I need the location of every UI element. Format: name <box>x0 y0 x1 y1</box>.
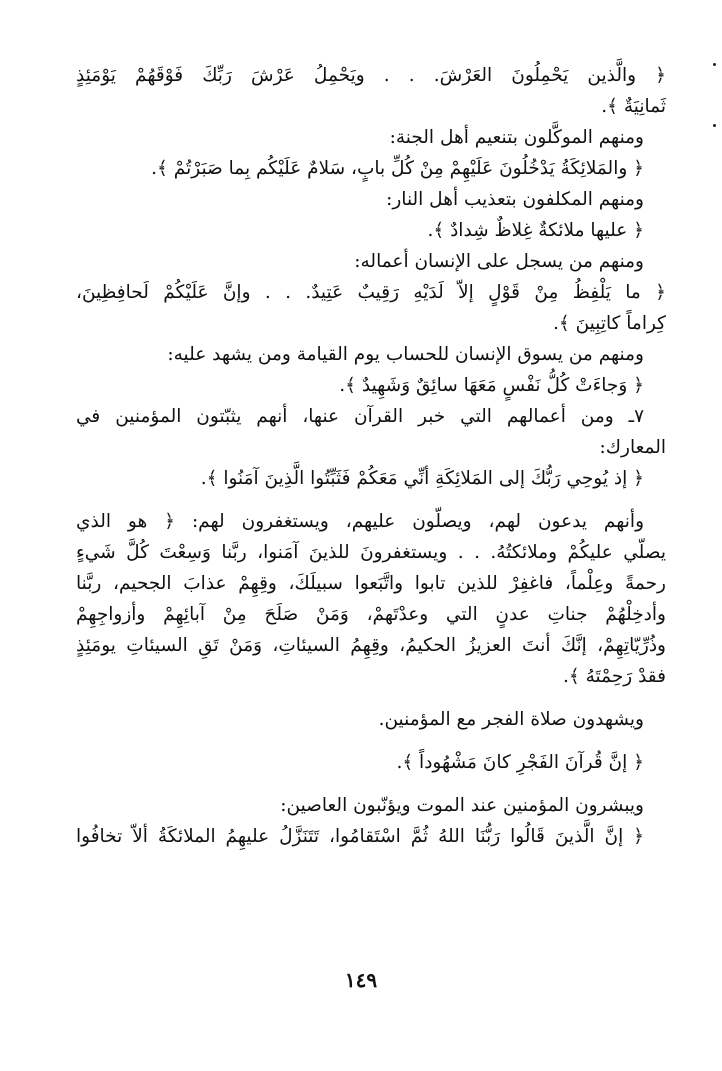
quran-verse-line: ﴿ والَّذين يَحْمِلُونَ العَرْشَ. . . ويَحْمِلُ عَرْشَ رَبِّكَ فَوْقَهُمْ يَوْمَئِذٍ <box>76 65 666 86</box>
paragraph-line: ٧ـ ومن أعمالهم التي خبر القرآن عنها، أنهم يثبّتون المؤمنين في <box>76 406 644 427</box>
paragraph-line: ويشهدون صلاة الفجر مع المؤمنين. <box>378 709 644 730</box>
quran-verse-line: ﴿ وَجاءَتْ كُلُّ نَفْسٍ مَعَهَا سائِقٌ وَشَهِيدٌ ﴾. <box>339 375 644 396</box>
paragraph-line: رحمةً وعِلْماً، فاغفِرْ للذين تابوا واتَّبَعوا سبيلَكَ، وقِهِمْ عذابَ الجحيم، ربَّنا <box>76 573 666 594</box>
paragraph-line: ومنهم من يسوق الإنسان للحساب يوم القيامة ومن يشهد عليه: <box>167 344 644 365</box>
quran-verse-line: ثَمانِيَةٌ ﴾. <box>601 96 666 117</box>
margin-mark <box>713 124 716 127</box>
quran-verse-line: ﴿ عليها ملائكةٌ غِلاظٌ شِدادٌ ﴾. <box>427 220 644 241</box>
paragraph-line: ويبشرون المؤمنين عند الموت ويؤنّبون العاصين: <box>280 795 644 816</box>
margin-mark <box>713 63 716 66</box>
quran-verse-line: ﴿ والمَلائِكَةُ يَدْخُلُونَ عَلَيْهِمْ مِنْ كُلِّ بابٍ، سَلامٌ عَلَيْكُم بِما صَبَرْتُمْ ﴾. <box>151 158 644 179</box>
quran-verse-line: ﴿ إنَّ قُرآنَ الفَجْرِ كانَ مَشْهُوداً ﴾. <box>396 752 644 773</box>
page-number: ١٤٩ <box>344 968 378 992</box>
quran-verse-line: ﴿ إذ يُوحِي رَبُّكَ إلى المَلائِكَةِ أنِّي مَعَكُمْ فَثَبِّتُوا الَّذِينَ آمَنُوا ﴾. <box>200 468 644 489</box>
paragraph-line: وذُرِّيّاتِهِمْ، إنَّكَ أنتَ العزيزُ الحكيمُ، وقِهِمُ السيئاتِ، وَمَنْ تَقِ السيئاتِ يومَئِذٍ <box>76 635 666 656</box>
paragraph-line: ومنهم المكلفون بتعذيب أهل النار: <box>386 189 644 210</box>
page-body <box>76 60 666 852</box>
quran-verse-line: ﴿ إنَّ الَّذينَ قَالُوا رَبُّنَا اللهُ ثُمَّ اسْتَقامُوا، تَتَنَزَّلُ عليهِمُ الملائكَةُ ألاّ تخافُوا <box>76 826 644 847</box>
paragraph-line: وأدخِلْهُمْ جناتِ عدنٍ التي وعدْتَهمْ، وَمَنْ صَلَحَ مِنْ آبائِهِمْ وأزواجِهِمْ <box>76 604 666 625</box>
paragraph-line: يصلّي عليكُمْ وملائكتُهُ. . . ويستغفرونَ للذينَ آمَنوا، ربَّنا وَسِعْتَ كُلَّ شَيءٍ <box>76 542 666 563</box>
paragraph-line: ومنهم من يسجل على الإنسان أعماله: <box>354 251 644 272</box>
paragraph-line: ومنهم الموكَّلون بتنعيم أهل الجنة: <box>389 127 644 148</box>
quran-verse-line: كِراماً كاتِبِينَ ﴾. <box>552 313 666 334</box>
paragraph-line: المعارك: <box>599 437 666 458</box>
paragraph-line: وأنهم يدعون لهم، ويصلّون عليهم، ويستغفرون لهم: ﴿ هو الذي <box>76 511 644 532</box>
quran-verse-line: ﴿ ما يَلْفِظُ مِنْ قَوْلٍ إلاّ لَدَيْهِ رَقِيبٌ عَتِيدٌ. . . وإنَّ عَلَيْكُمْ لَحافِظِينَ، <box>76 282 666 303</box>
paragraph-line: فقدْ رَحِمْتَهُ ﴾. <box>563 666 666 687</box>
